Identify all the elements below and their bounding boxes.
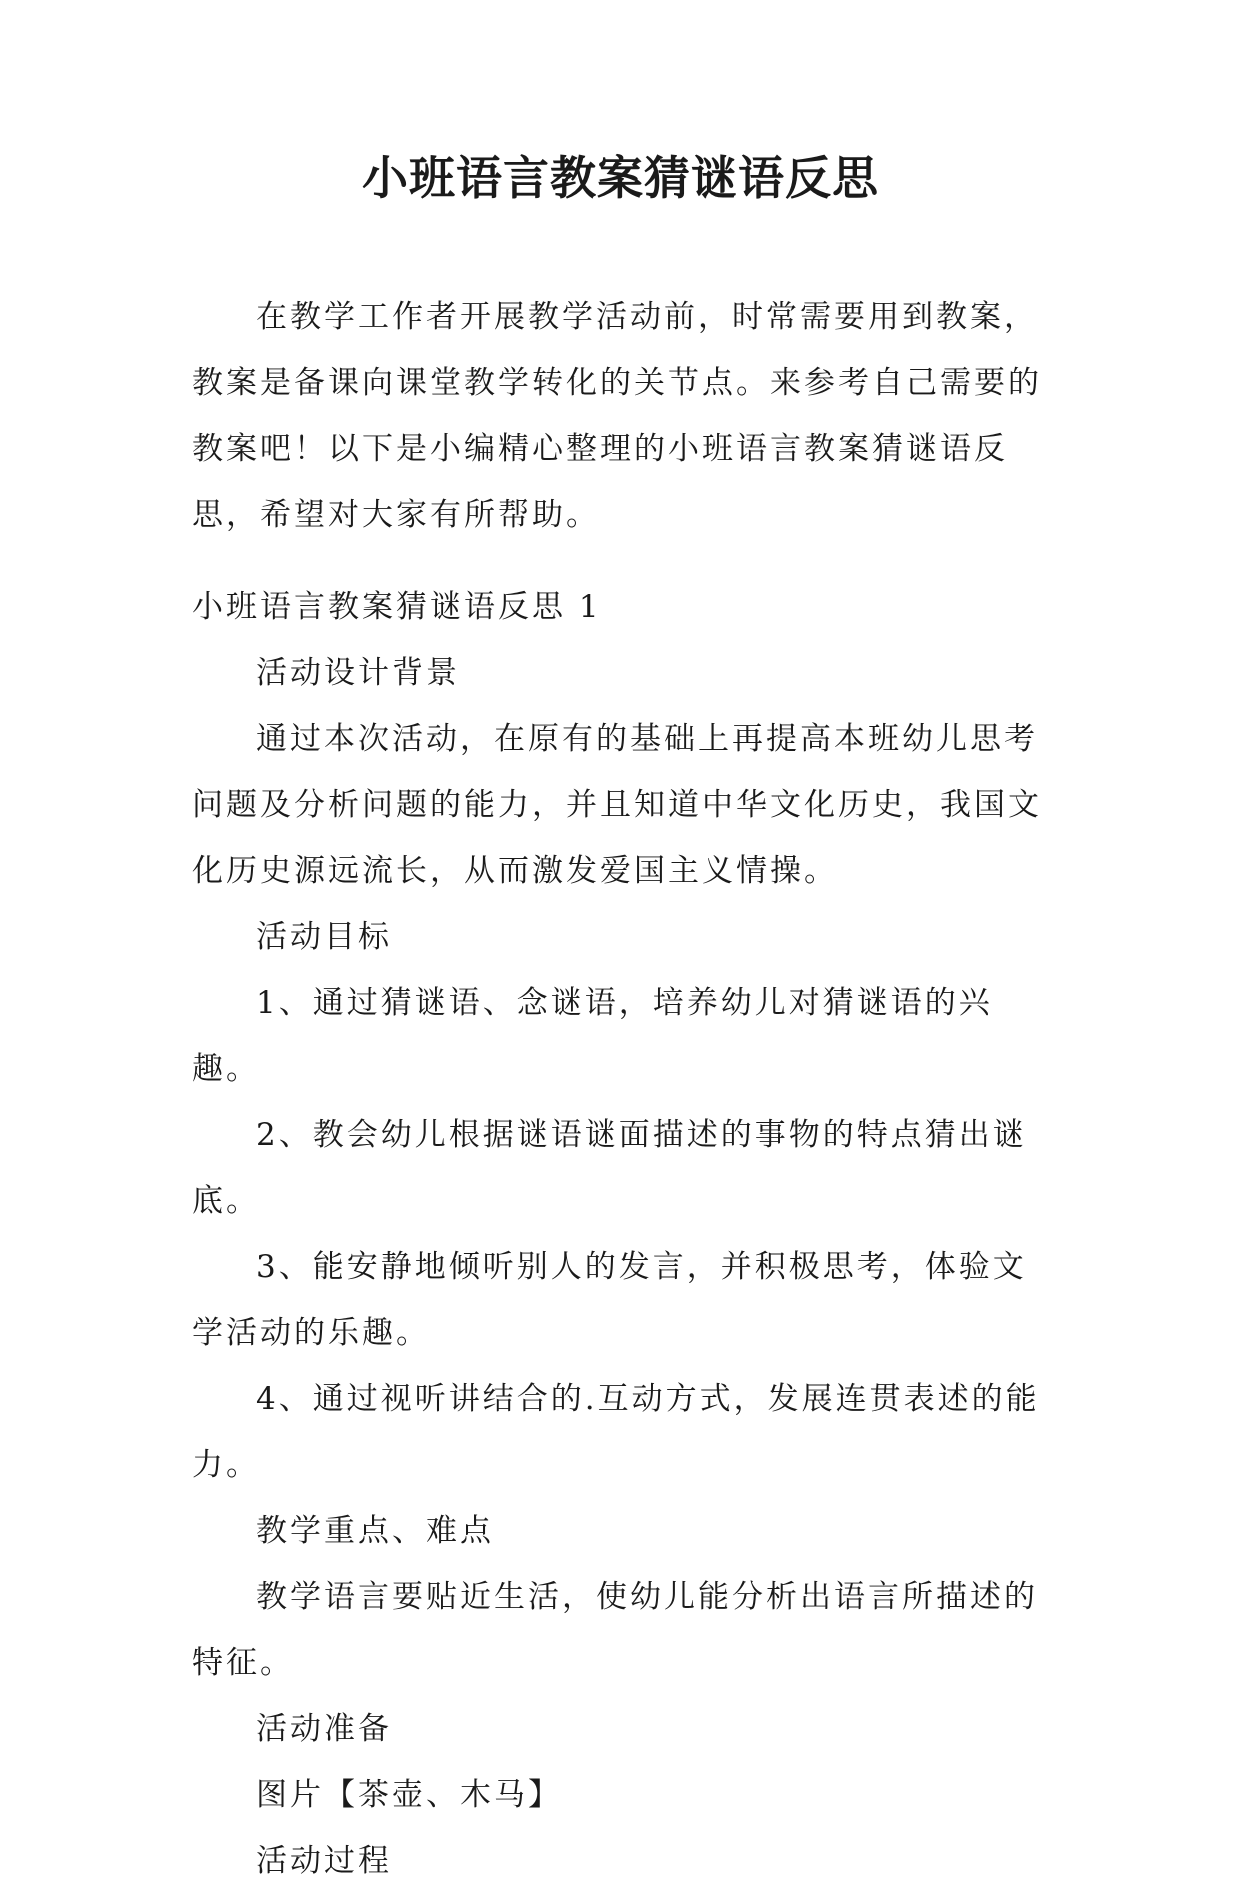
paragraph-background-text: 通过本次活动，在原有的基础上再提高本班幼儿思考问题及分析问题的能力，并且知道中华文化历史，我国文化历史源远流长，从而激发爱国主义情操。 bbox=[192, 721, 1042, 889]
subheading-activity-goals: 活动目标 bbox=[256, 919, 392, 955]
goal-item-1: 1、通过猜谜语、念谜语，培养幼儿对猜谜语的兴趣。 bbox=[192, 985, 993, 1087]
subheading-preparation: 活动准备 bbox=[256, 1711, 392, 1747]
goal-item-2: 2、教会幼儿根据谜语谜面描述的事物的特点猜出谜底。 bbox=[192, 1117, 1027, 1219]
document-body bbox=[192, 574, 1058, 1894]
document-title: 小班语言教案猜谜语反思 bbox=[362, 151, 879, 205]
intro-paragraph: 在教学工作者开展教学活动前，时常需要用到教案，教案是备课向课堂教学转化的关节点。来参考自己需要的教案吧！以下是小编精心整理的小班语言教案猜谜语反思，希望对大家有所帮助。 bbox=[192, 299, 1042, 533]
subheading-process: 活动过程 bbox=[256, 1843, 392, 1879]
goal-item-4: 4、通过视听讲结合的.互动方式，发展连贯表述的能力。 bbox=[192, 1381, 1040, 1483]
subheading-design-background: 活动设计背景 bbox=[256, 655, 460, 691]
subheading-key-points: 教学重点、难点 bbox=[256, 1513, 494, 1549]
paragraph-preparation-text: 图片【茶壶、木马】 bbox=[256, 1777, 562, 1813]
goal-item-3: 3、能安静地倾听别人的发言，并积极思考，体验文学活动的乐趣。 bbox=[192, 1249, 1027, 1351]
paragraph-key-points-text: 教学语言要贴近生活，使幼儿能分析出语言所描述的特征。 bbox=[192, 1579, 1038, 1681]
section-heading: 小班语言教案猜谜语反思 1 bbox=[192, 589, 602, 625]
